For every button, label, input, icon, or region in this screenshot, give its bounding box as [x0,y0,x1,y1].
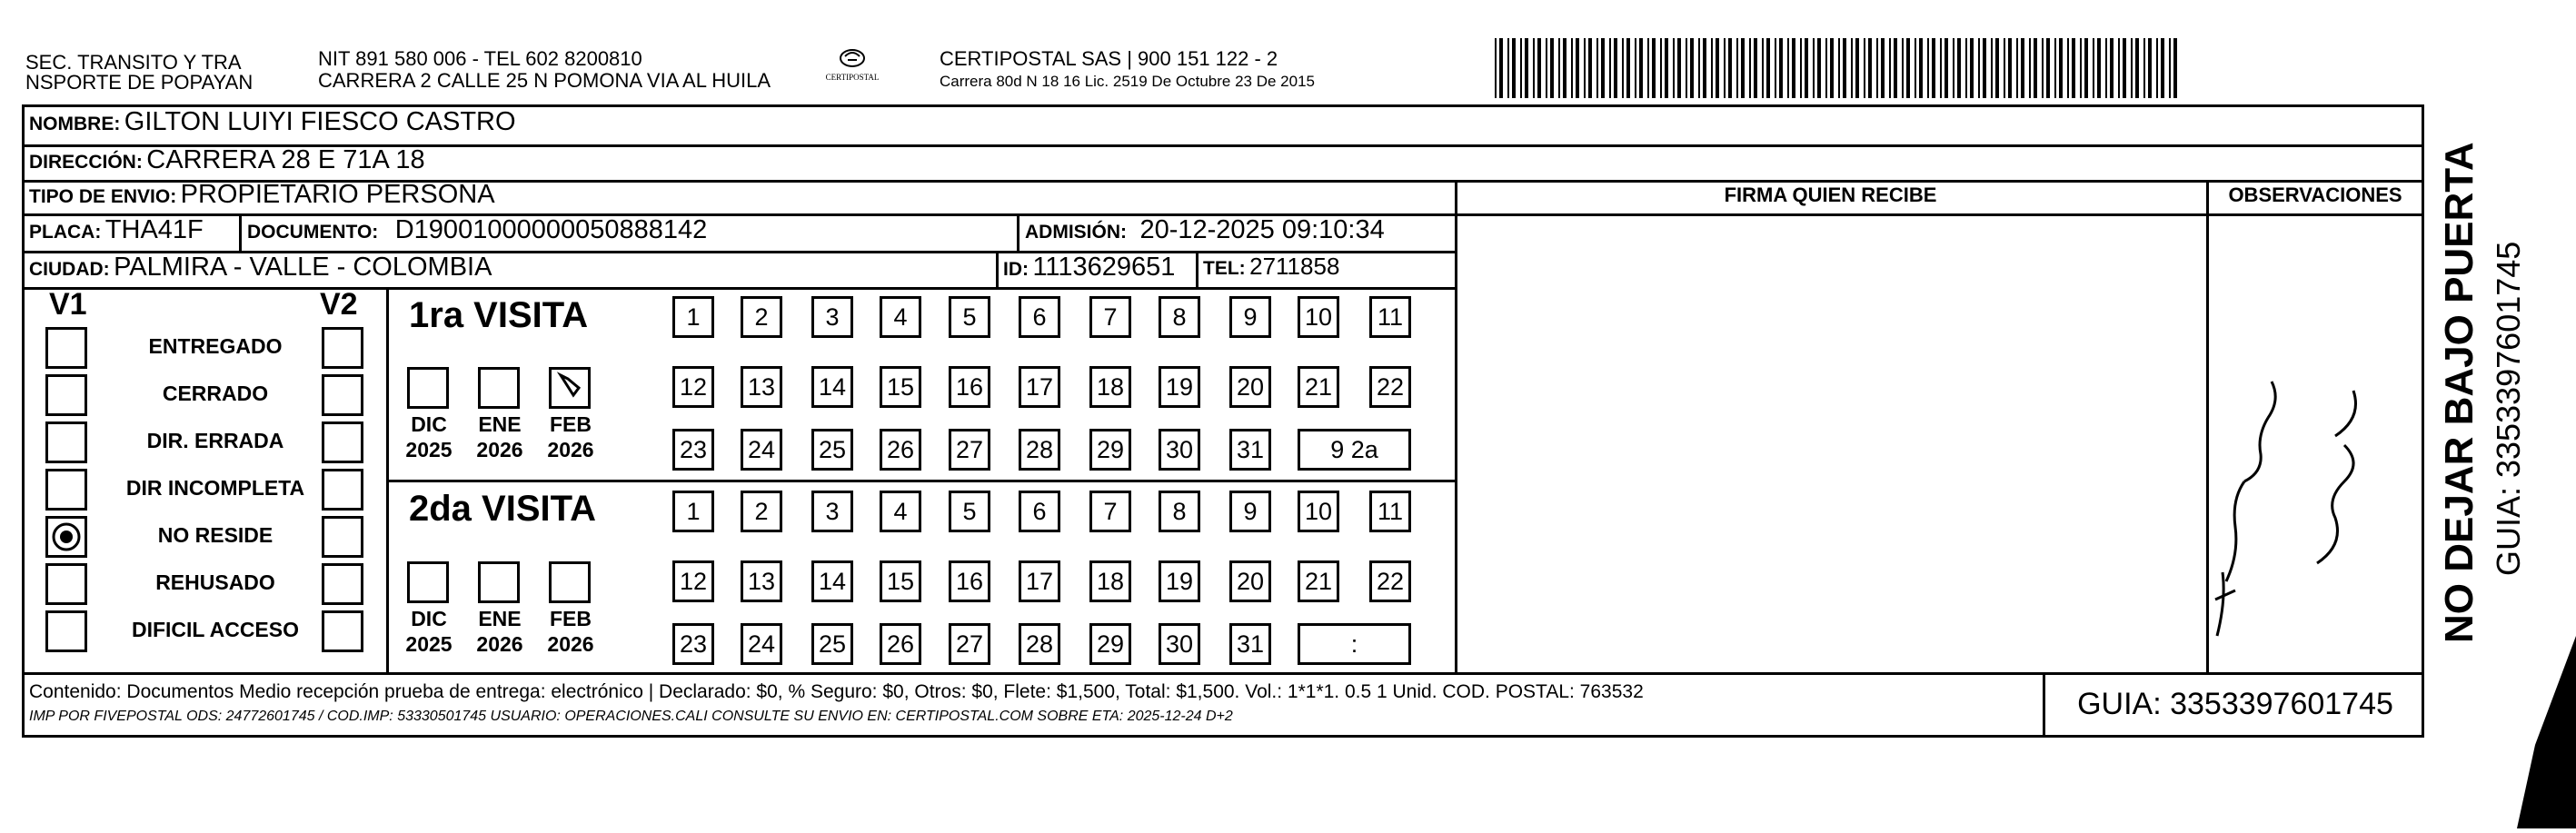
day-checkbox[interactable]: 20 [1229,366,1271,408]
day-checkbox[interactable]: 28 [1019,623,1060,665]
month-year: 2025 [405,632,453,656]
barcode-bar [1927,38,1929,98]
month-checkbox[interactable] [478,367,520,409]
v2-header: V2 [320,287,358,322]
id-label: ID: [1003,259,1029,280]
barcode-bar [1635,38,1636,98]
barcode-bar [1550,38,1554,98]
documento-value: D19001000000050888142 [394,215,708,244]
day-checkbox[interactable]: 28 [1019,429,1060,471]
time-box[interactable]: : [1298,623,1411,665]
documento-label: DOCUMENTO: [247,222,379,243]
barcode-bar [1978,38,1980,98]
day-checkbox[interactable]: 26 [880,623,921,665]
status-label: DIR. ERRADA [146,429,284,452]
barcode-bar [1736,38,1738,98]
day-checkbox[interactable]: 1 [672,296,714,338]
barcode-bar [1805,38,1808,98]
side-warning: NO DEJAR BAJO PUERTA [2437,142,2482,643]
day-checkbox[interactable]: 30 [1159,623,1200,665]
direccion-value: CARRERA 28 E 71A 18 [146,145,425,174]
barcode-bar [1584,38,1586,98]
barcode-bar [1690,38,1694,98]
barcode-bar [2123,38,2126,98]
day-checkbox[interactable]: 10 [1298,296,1339,338]
barcode-bar [1601,38,1605,98]
barcode-bar [1677,38,1681,98]
direccion-label: DIRECCIÓN: [29,152,143,173]
barcode-bar [2148,38,2152,98]
v1-checkbox[interactable] [45,563,87,605]
barcode-bar [1957,38,1961,98]
barcode-bar [2008,38,2012,98]
day-checkbox[interactable]: 6 [1019,491,1060,532]
col-divider [1455,180,1457,672]
barcode-bar [1876,38,1878,98]
v2-checkbox[interactable] [322,327,363,369]
org-name-line1: SEC. TRANSITO Y TRA [25,51,242,74]
scan-edge-shadow [2517,636,2576,828]
row-divider [22,287,1457,290]
admision-value: 20-12-2025 09:10:34 [1139,215,1385,244]
v2-checkbox[interactable] [322,421,363,463]
barcode-bar [2016,38,2018,98]
nit-line: NIT 891 580 006 - TEL 602 8200810 [318,47,642,70]
v1-checkbox[interactable] [45,469,87,511]
day-checkbox[interactable]: 17 [1019,366,1060,408]
barcode-bar [1932,38,1935,98]
barcode-bar [2143,38,2145,98]
barcode-bar [1995,38,1999,98]
v1-checkbox[interactable] [45,374,87,416]
courier-line: CERTIPOSTAL SAS | 900 151 122 - 2 [940,47,1278,70]
barcode-bar [1838,38,1840,98]
barcode-bar [1792,38,1795,98]
imp-line: IMP POR FIVEPOSTAL ODS: 24772601745 / COD.IMP: 53330501745 USUARIO: OPERACIONES.CALI CONSULTE SU ENVIO EN: CERTIPOSTAL.COM SOBRE ETA: 2025-12-24 D+2 [29,709,1233,724]
barcode-bar [1698,38,1700,98]
day-checkbox[interactable]: 12 [672,366,714,408]
barcode-bar [1609,38,1611,98]
v2-checkbox[interactable] [322,516,363,558]
barcode-bar [1868,38,1872,98]
org-name-line2: NSPORTE DE POPAYAN [25,71,254,94]
barcode-bar [2059,38,2063,98]
day-checkbox[interactable]: 27 [949,429,990,471]
side-guia: GUIA: 3353397601745 [2490,241,2527,576]
svg-text:Nolo - Uosp: Nolo - Uosp [2208,363,2213,364]
day-checkbox[interactable]: 11 [1369,296,1411,338]
barcode-bar [2084,38,2088,98]
tipo-field [29,180,495,210]
v2-checkbox[interactable] [322,610,363,652]
barcode-bar [1507,38,1509,98]
barcode [1495,38,2185,98]
barcode-bar [1626,38,1630,98]
tipo-label: TIPO DE ENVIO: [29,186,177,207]
col-divider [1196,251,1198,287]
documento-field [247,215,707,245]
day-checkbox[interactable]: 4 [880,491,921,532]
month-label [400,412,458,462]
day-checkbox[interactable]: 7 [1089,296,1131,338]
svg-text:CERTIPOSTAL: CERTIPOSTAL [825,73,880,82]
status-label: DIR INCOMPLETA [125,476,305,500]
placa-value: THA41F [104,215,204,244]
v1-checkbox[interactable] [45,327,87,369]
footer-divider [22,672,2424,675]
firma-header: FIRMA QUIEN RECIBE [1724,183,1937,206]
status-label: ENTREGADO [148,334,283,358]
day-checkbox[interactable]: 15 [880,366,921,408]
v1-checkbox[interactable] [45,516,87,558]
barcode-bar [1775,38,1776,98]
visit1-title: 1ra VISITA [409,295,589,335]
day-checkbox[interactable]: 18 [1089,366,1131,408]
day-checkbox[interactable]: 20 [1229,560,1271,602]
status-label: DIFICIL ACCESO [131,618,299,641]
month-label [471,412,529,462]
month-checkbox[interactable] [549,561,591,603]
day-checkbox[interactable]: 5 [949,296,990,338]
barcode-bar [2054,38,2056,98]
month-year: 2026 [476,632,523,656]
barcode-bar [1537,38,1541,98]
barcode-bar [1665,38,1668,98]
barcode-bar [1652,38,1656,98]
month-name: FEB [550,412,592,436]
barcode-bar [1970,38,1974,98]
tipo-value: PROPIETARIO PERSONA [180,180,495,209]
day-checkbox[interactable]: 19 [1159,366,1200,408]
admision-field [1025,215,1385,245]
ciudad-value: PALMIRA - VALLE - COLOMBIA [114,253,492,282]
barcode-bar [2156,38,2158,98]
day-checkbox[interactable]: 3 [811,491,853,532]
barcode-bar [1647,38,1649,98]
status-label: NO RESIDE [157,523,274,547]
status-label: REHUSADO [155,570,275,594]
day-checkbox[interactable]: 25 [811,623,853,665]
day-checkbox[interactable]: 14 [811,560,853,602]
day-checkbox[interactable]: 13 [741,560,782,602]
month-checkbox[interactable] [407,561,449,603]
barcode-bar [1953,38,1954,98]
barcode-bar [1864,38,1865,98]
barcode-bar [1533,38,1535,98]
placa-field [29,215,204,245]
barcode-bar [2067,38,2069,98]
day-checkbox[interactable]: 8 [1159,296,1200,338]
day-checkbox[interactable]: 22 [1369,366,1411,408]
footer-guia: GUIA: 3353397601745 [2077,687,2393,721]
day-checkbox[interactable]: 11 [1369,491,1411,532]
barcode-bar [1703,38,1706,98]
barcode-bar [2118,38,2120,98]
month-year: 2026 [476,438,523,461]
barcode-bar [2173,38,2177,98]
month-name: ENE [478,607,522,630]
barcode-bar [1571,38,1573,98]
barcode-bar [1754,38,1757,98]
visit-divider [386,480,1455,482]
barcode-bar [1762,38,1764,98]
barcode-bar [1889,38,1891,98]
day-checkbox[interactable]: 31 [1229,623,1271,665]
month-label [542,606,600,657]
visit2-title: 2da VISITA [409,489,596,529]
contenido-line: Contenido: Documentos Medio recepción prueba de entrega: electrónico | Declarado: $0, % Seguro: $0, Otros: $0, Flete: $1,500, Total: $1,500. Vol.: 1*1*1. 0.5 1 Unid. COD. POSTAL: 763532 [29,681,1644,702]
day-checkbox[interactable]: 12 [672,560,714,602]
barcode-bar [1944,38,1948,98]
month-name: DIC [411,412,447,436]
barcode-bar [2080,38,2082,98]
barcode-bar [2042,38,2044,98]
barcode-bar [2093,38,2094,98]
day-checkbox[interactable]: 29 [1089,429,1131,471]
day-checkbox[interactable]: 2 [741,491,782,532]
day-checkbox[interactable]: 9 [1229,491,1271,532]
tel-label: TEL: [1203,258,1246,279]
v1-checkbox[interactable] [45,421,87,463]
nombre-value: GILTON LUIYI FIESCO CASTRO [124,107,516,136]
barcode-bar [2034,38,2037,98]
barcode-bar [1894,38,1897,98]
time-box[interactable]: 9 2a [1298,429,1411,471]
month-year: 2025 [405,438,453,461]
day-checkbox[interactable]: 17 [1019,560,1060,602]
day-checkbox[interactable]: 26 [880,429,921,471]
barcode-bar [1779,38,1783,98]
barcode-bar [1525,38,1528,98]
barcode-bar [1614,38,1617,98]
month-year: 2026 [547,632,594,656]
barcode-bar [2072,38,2075,98]
day-checkbox[interactable]: 14 [811,366,853,408]
placa-label: PLACA: [29,222,102,243]
col-divider [996,251,999,287]
barcode-bar [2105,38,2107,98]
day-checkbox[interactable]: 21 [1298,560,1339,602]
barcode-bar [1749,38,1751,98]
barcode-bar [1843,38,1846,98]
day-checkbox[interactable]: 27 [949,623,990,665]
barcode-bar [2097,38,2101,98]
v1-header: V1 [49,287,87,322]
admision-label: ADMISIÓN: [1025,222,1127,243]
barcode-bar [1686,38,1687,98]
barcode-bar [2029,38,2031,98]
month-name: ENE [478,412,522,436]
barcode-bar [1881,38,1885,98]
col-divider [1017,213,1019,251]
col-divider [239,213,242,251]
month-checkbox[interactable] [478,561,520,603]
barcode-bar [1660,38,1662,98]
month-name: FEB [550,607,592,630]
barcode-bar [1830,38,1834,98]
certipostal-logo [821,44,884,93]
barcode-bar [1813,38,1815,98]
barcode-bar [2110,38,2114,98]
v2-checkbox[interactable] [322,469,363,511]
month-year: 2026 [547,438,594,461]
day-checkbox[interactable]: 29 [1089,623,1131,665]
v2-checkbox[interactable] [322,563,363,605]
col-divider [2043,672,2045,738]
day-checkbox[interactable]: 3 [811,296,853,338]
barcode-bar [1915,38,1916,98]
barcode-bar [1724,38,1726,98]
barcode-bar [1588,38,1592,98]
barcode-bar [1825,38,1827,98]
nombre-label: NOMBRE: [29,114,121,134]
barcode-bar [1639,38,1643,98]
id-field [1003,253,1175,283]
day-checkbox[interactable]: 21 [1298,366,1339,408]
barcode-bar [1512,38,1516,98]
ciudad-field [29,253,492,283]
day-checkbox[interactable]: 24 [741,429,782,471]
barcode-bar [1716,38,1719,98]
nombre-field [29,107,516,137]
day-checkbox[interactable]: 22 [1369,560,1411,602]
license-line: Carrera 80d N 18 16 Lic. 2519 De Octubre 23 De 2015 [940,73,1315,90]
barcode-bar [2161,38,2164,98]
barcode-bar [2021,38,2024,98]
day-checkbox[interactable]: 24 [741,623,782,665]
barcode-bar [1855,38,1859,98]
month-checkbox[interactable] [549,367,591,409]
tel-value: 2711858 [1249,253,1340,280]
address-line: CARRERA 2 CALLE 25 N POMONA VIA AL HUILA [318,69,771,92]
barcode-bar [1965,38,1967,98]
day-checkbox[interactable]: 1 [672,491,714,532]
barcode-bar [1800,38,1802,98]
day-checkbox[interactable]: 5 [949,491,990,532]
day-checkbox[interactable]: 8 [1159,491,1200,532]
day-checkbox[interactable]: 30 [1159,429,1200,471]
barcode-bar [1563,38,1566,98]
ciudad-label: CIUDAD: [29,259,110,280]
barcode-bar [1787,38,1789,98]
observaciones-header: OBSERVACIONES [2228,183,2402,206]
v1-checkbox[interactable] [45,610,87,652]
day-checkbox[interactable]: 15 [880,560,921,602]
day-checkbox[interactable]: 10 [1298,491,1339,532]
barcode-bar [1596,38,1598,98]
barcode-bar [1902,38,1904,98]
barcode-bar [1520,38,1522,98]
barcode-bar [1495,38,1497,98]
barcode-bar [1728,38,1732,98]
barcode-bar [1851,38,1853,98]
month-name: DIC [411,607,447,630]
id-value: 1113629651 [1032,253,1176,282]
barcode-bar [1499,38,1503,98]
direccion-field [29,145,425,175]
barcode-bar [2131,38,2133,98]
barcode-bar [1766,38,1770,98]
day-checkbox[interactable]: 2 [741,296,782,338]
barcode-bar [1576,38,1579,98]
barcode-bar [1741,38,1745,98]
day-checkbox[interactable]: 7 [1089,491,1131,532]
tel-field [1203,253,1339,281]
barcode-bar [1711,38,1713,98]
day-checkbox[interactable]: 16 [949,560,990,602]
observation-handwriting [2208,363,2399,663]
month-label [471,606,529,657]
barcode-bar [1991,38,1993,98]
day-checkbox[interactable]: 19 [1159,560,1200,602]
barcode-bar [1673,38,1675,98]
barcode-bar [1919,38,1923,98]
day-checkbox[interactable]: 4 [880,296,921,338]
month-checkbox[interactable] [407,367,449,409]
barcode-bar [2135,38,2139,98]
month-label [542,412,600,462]
month-label [400,606,458,657]
barcode-bar [1546,38,1547,98]
day-checkbox[interactable]: 9 [1229,296,1271,338]
barcode-bar [1558,38,1560,98]
barcode-bar [1622,38,1624,98]
barcode-bar [1940,38,1942,98]
day-checkbox[interactable]: 25 [811,429,853,471]
barcode-bar [2046,38,2050,98]
barcode-bar [1983,38,1986,98]
day-checkbox[interactable]: 13 [741,366,782,408]
barcode-bar [1906,38,1910,98]
day-checkbox[interactable]: 31 [1229,429,1271,471]
day-checkbox[interactable]: 23 [672,623,714,665]
day-checkbox[interactable]: 6 [1019,296,1060,338]
barcode-bar [2169,38,2171,98]
barcode-bar [1817,38,1821,98]
barcode-bar [2004,38,2005,98]
day-checkbox[interactable]: 16 [949,366,990,408]
day-checkbox[interactable]: 23 [672,429,714,471]
day-checkbox[interactable]: 18 [1089,560,1131,602]
v2-checkbox[interactable] [322,374,363,416]
status-label: CERRADO [162,382,269,405]
